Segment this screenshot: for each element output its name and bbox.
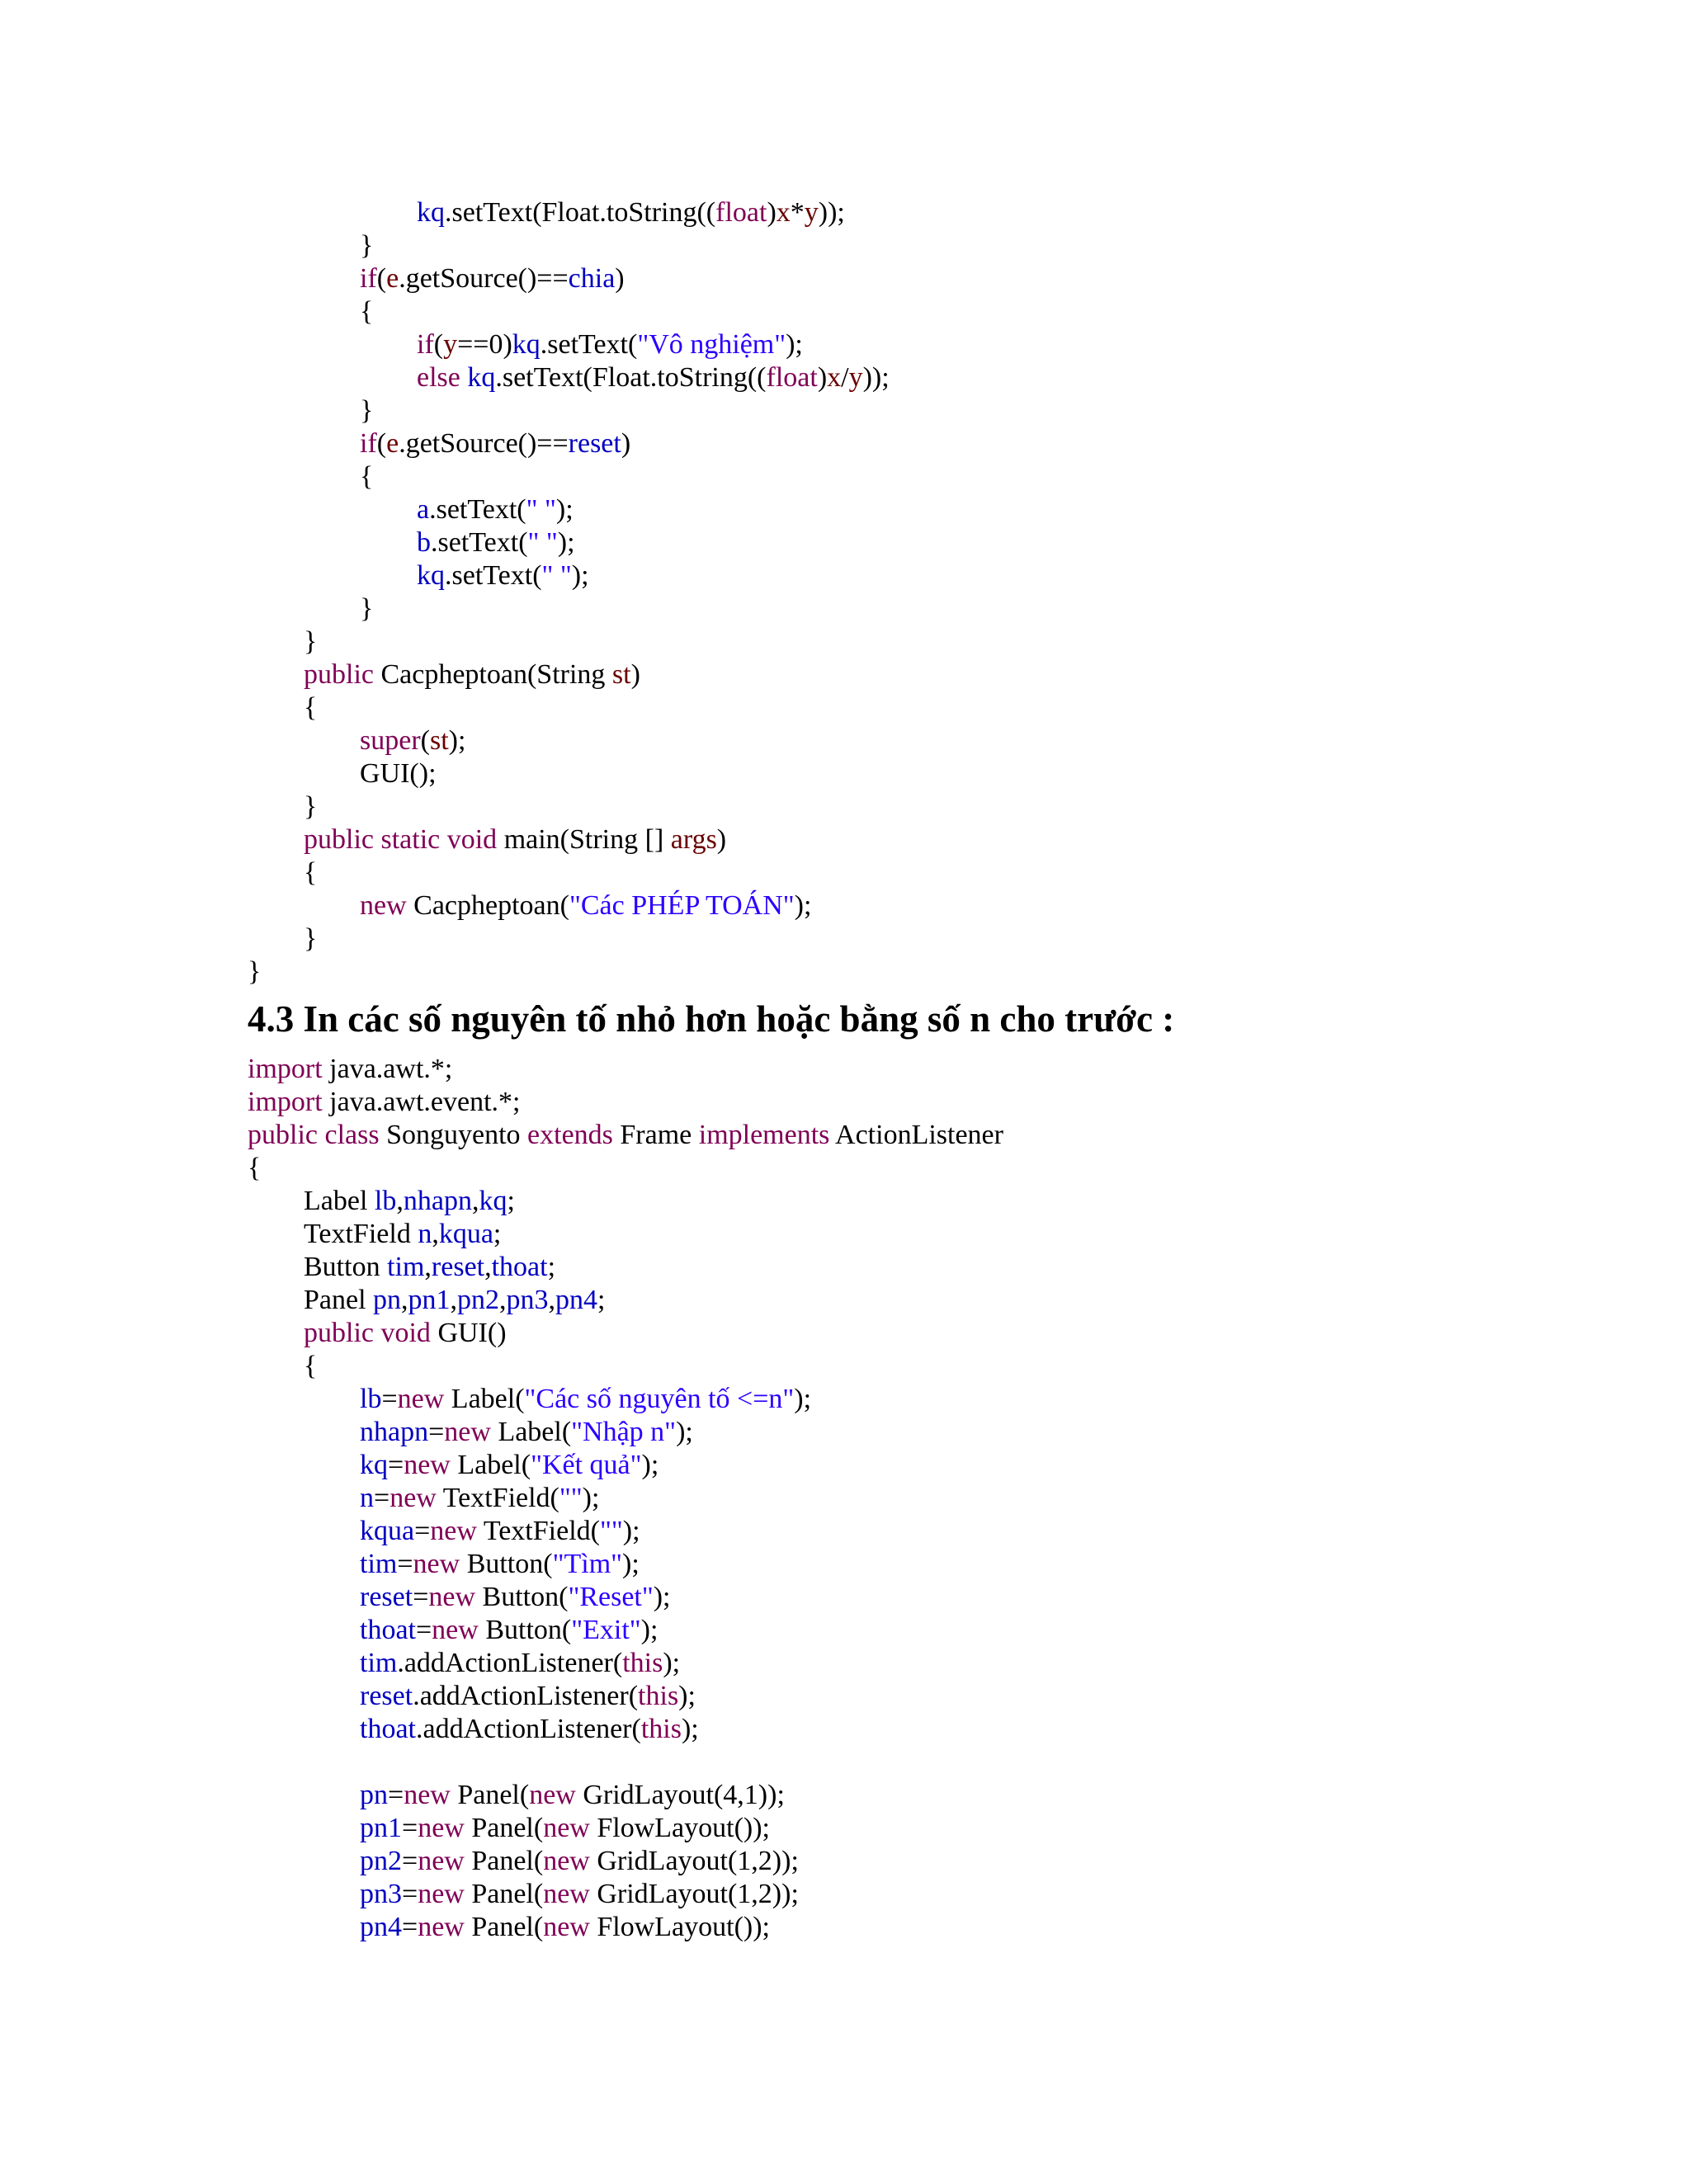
code-text: ) bbox=[767, 197, 777, 228]
code-line bbox=[360, 889, 811, 922]
code-string: " " bbox=[527, 527, 558, 558]
code-text: ); bbox=[557, 527, 575, 558]
code-text: Panel( bbox=[464, 1846, 544, 1876]
code-keyword: new bbox=[543, 1846, 590, 1876]
code-keyword: new bbox=[404, 1780, 451, 1810]
code-text: FlowLayout()); bbox=[589, 1813, 770, 1843]
code-text: = bbox=[402, 1813, 418, 1843]
code-keyword: new bbox=[404, 1450, 451, 1480]
code-keyword: import bbox=[248, 1054, 323, 1084]
code-string: "Nhập n" bbox=[571, 1417, 677, 1447]
code-keyword: new bbox=[418, 1846, 465, 1876]
code-keyword: public static void bbox=[304, 824, 498, 855]
code-text: } bbox=[360, 395, 374, 426]
code-string: "Tìm" bbox=[552, 1549, 623, 1579]
code-text: ; bbox=[597, 1285, 606, 1315]
code-keyword: new bbox=[389, 1483, 437, 1513]
code-text: , bbox=[424, 1252, 432, 1282]
code-text: { bbox=[248, 1153, 262, 1183]
code-text: / bbox=[841, 362, 849, 393]
code-text: = bbox=[414, 1516, 431, 1546]
code-text: ); bbox=[663, 1648, 681, 1678]
code-line bbox=[248, 1152, 261, 1185]
code-text: ); bbox=[794, 1384, 812, 1414]
code-field: a bbox=[417, 494, 430, 525]
code-text: { bbox=[304, 857, 318, 888]
code-text: ); bbox=[571, 560, 589, 591]
code-text: .setText(Float.toString(( bbox=[495, 362, 767, 393]
code-text: GUI(); bbox=[360, 758, 437, 789]
code-text: } bbox=[360, 593, 374, 624]
code-local: e bbox=[386, 263, 399, 294]
code-text: ); bbox=[794, 890, 812, 921]
code-text: = bbox=[381, 1384, 398, 1414]
code-field: pn bbox=[373, 1285, 402, 1315]
code-line bbox=[417, 559, 589, 592]
code-text: = bbox=[402, 1912, 418, 1942]
code-text: )); bbox=[818, 197, 845, 228]
code-text: * bbox=[790, 197, 805, 228]
code-text: ==0) bbox=[457, 329, 512, 360]
code-line bbox=[417, 196, 845, 229]
code-text: TextField( bbox=[436, 1483, 559, 1513]
code-keyword: super bbox=[360, 725, 421, 756]
code-keyword: new bbox=[444, 1417, 491, 1447]
code-string: "Kết quả" bbox=[531, 1450, 642, 1480]
code-text: ( bbox=[376, 263, 387, 294]
code-keyword: extends bbox=[527, 1120, 613, 1150]
code-line bbox=[360, 1449, 659, 1482]
code-field: lb bbox=[374, 1186, 397, 1216]
code-text: Panel( bbox=[464, 1879, 544, 1909]
code-text: main(String [] bbox=[497, 824, 671, 855]
code-text: Button( bbox=[460, 1549, 553, 1579]
code-keyword: new bbox=[543, 1912, 590, 1942]
code-field: n bbox=[360, 1483, 374, 1513]
code-text: ) bbox=[621, 428, 631, 459]
code-text: ); bbox=[681, 1714, 699, 1744]
code-text: GridLayout(1,2)); bbox=[589, 1879, 799, 1909]
code-keyword: new bbox=[529, 1780, 576, 1810]
code-field: kq bbox=[467, 362, 496, 393]
code-string: "Exit" bbox=[571, 1615, 641, 1645]
code-text: .getSource()== bbox=[399, 263, 569, 294]
code-text: } bbox=[304, 791, 318, 822]
code-field: kq bbox=[479, 1186, 507, 1216]
code-keyword: implements bbox=[698, 1120, 830, 1150]
code-text: Panel bbox=[304, 1285, 374, 1315]
code-text: , bbox=[484, 1252, 492, 1282]
code-field: kqua bbox=[438, 1219, 493, 1249]
code-field: reset bbox=[360, 1681, 413, 1711]
code-keyword: new bbox=[397, 1384, 445, 1414]
code-text: , bbox=[499, 1285, 507, 1315]
code-field: nhapn bbox=[360, 1417, 429, 1447]
code-text: .setText( bbox=[540, 329, 638, 360]
section-heading: 4.3 In các số nguyên tố nhỏ hơn hoặc bằng số n cho trước : bbox=[248, 998, 1175, 1040]
code-text: } bbox=[304, 626, 318, 657]
code-text: .addActionListener( bbox=[413, 1681, 639, 1711]
code-field: kqua bbox=[360, 1516, 415, 1546]
code-text: .addActionListener( bbox=[397, 1648, 623, 1678]
code-keyword: this bbox=[638, 1681, 679, 1711]
code-keyword: new bbox=[432, 1615, 479, 1645]
code-text: ); bbox=[640, 1615, 659, 1645]
code-line bbox=[360, 1812, 770, 1845]
code-text: ) bbox=[716, 824, 727, 855]
code-local: st bbox=[611, 659, 631, 690]
code-field: pn1 bbox=[408, 1285, 451, 1315]
code-field: pn bbox=[360, 1780, 388, 1810]
code-field: pn3 bbox=[506, 1285, 549, 1315]
code-text: ActionListener bbox=[829, 1120, 1003, 1150]
code-line bbox=[304, 691, 317, 724]
code-keyword: new bbox=[430, 1516, 477, 1546]
code-keyword: if bbox=[417, 329, 434, 360]
code-keyword: this bbox=[622, 1648, 663, 1678]
code-text: ); bbox=[678, 1681, 696, 1711]
code-line bbox=[248, 1119, 1003, 1152]
code-local: y bbox=[804, 197, 819, 228]
code-line bbox=[248, 955, 261, 988]
code-keyword: float bbox=[766, 362, 818, 393]
code-string: " " bbox=[541, 560, 572, 591]
code-field: pn1 bbox=[360, 1813, 402, 1843]
code-line bbox=[304, 856, 317, 889]
code-line bbox=[248, 1086, 520, 1119]
code-text: { bbox=[304, 692, 318, 723]
code-line bbox=[304, 1317, 507, 1350]
code-field: reset bbox=[360, 1582, 413, 1612]
code-keyword: new bbox=[418, 1879, 465, 1909]
code-line bbox=[304, 1218, 501, 1251]
code-text: java.awt.*; bbox=[322, 1054, 453, 1084]
code-keyword: new bbox=[543, 1813, 590, 1843]
code-line bbox=[304, 823, 726, 856]
code-field: thoat bbox=[491, 1252, 548, 1282]
code-text: ( bbox=[376, 428, 387, 459]
code-text: Cacpheptoan( bbox=[406, 890, 569, 921]
code-text: , bbox=[432, 1219, 439, 1249]
code-field: thoat bbox=[360, 1714, 416, 1744]
code-text: Panel( bbox=[464, 1912, 544, 1942]
code-keyword: new bbox=[418, 1813, 465, 1843]
code-string: "Các số nguyên tố <=n" bbox=[524, 1384, 795, 1414]
code-keyword: new bbox=[543, 1879, 590, 1909]
code-text: .setText( bbox=[431, 527, 528, 558]
code-line bbox=[360, 1482, 599, 1515]
code-field: reset bbox=[431, 1252, 485, 1282]
code-text: ); bbox=[555, 494, 574, 525]
code-field: reset bbox=[568, 428, 621, 459]
code-text: Label( bbox=[444, 1384, 525, 1414]
code-line bbox=[360, 724, 465, 757]
code-text: ); bbox=[622, 1516, 640, 1546]
code-field: pn3 bbox=[360, 1879, 402, 1909]
code-line bbox=[360, 262, 625, 295]
code-text: ); bbox=[641, 1450, 659, 1480]
code-line bbox=[360, 229, 373, 262]
code-line bbox=[417, 526, 575, 559]
code-line bbox=[360, 1581, 671, 1614]
code-text: , bbox=[471, 1186, 479, 1216]
code-local: args bbox=[670, 824, 717, 855]
code-field: pn4 bbox=[555, 1285, 598, 1315]
code-line bbox=[304, 1350, 317, 1383]
code-line bbox=[360, 1779, 785, 1812]
code-line bbox=[304, 790, 317, 823]
code-text: = bbox=[388, 1450, 404, 1480]
code-text: , bbox=[450, 1285, 458, 1315]
code-text: = bbox=[402, 1846, 418, 1876]
code-line bbox=[360, 592, 373, 625]
code-keyword: import bbox=[248, 1087, 323, 1117]
code-field: tim bbox=[360, 1549, 398, 1579]
code-string: "Reset" bbox=[568, 1582, 654, 1612]
code-line bbox=[360, 1548, 640, 1581]
code-text: .setText( bbox=[445, 560, 542, 591]
code-line bbox=[360, 1614, 658, 1647]
code-text: ); bbox=[622, 1549, 640, 1579]
code-string: "" bbox=[599, 1516, 623, 1546]
code-text: } bbox=[304, 923, 318, 954]
code-field: kq bbox=[417, 197, 445, 228]
code-line bbox=[360, 1680, 696, 1713]
code-keyword: public void bbox=[304, 1318, 431, 1348]
code-string: "Các PHÉP TOÁN" bbox=[569, 890, 795, 921]
code-line bbox=[360, 460, 373, 493]
code-local: x bbox=[827, 362, 842, 393]
code-keyword: if bbox=[360, 263, 377, 294]
code-text: = bbox=[388, 1780, 404, 1810]
code-text: .setText(Float.toString(( bbox=[445, 197, 716, 228]
code-text: = bbox=[374, 1483, 390, 1513]
code-text: Panel( bbox=[450, 1780, 530, 1810]
code-text: Panel( bbox=[464, 1813, 544, 1843]
code-local: st bbox=[429, 725, 449, 756]
code-line bbox=[360, 1383, 811, 1416]
code-line bbox=[360, 427, 630, 460]
code-text: .setText( bbox=[429, 494, 526, 525]
code-text: GridLayout(4,1)); bbox=[575, 1780, 785, 1810]
code-text: Button bbox=[304, 1252, 388, 1282]
code-text: } bbox=[360, 230, 374, 261]
code-field: chia bbox=[568, 263, 616, 294]
code-field: kq bbox=[417, 560, 445, 591]
code-line bbox=[304, 625, 317, 658]
code-text: = bbox=[397, 1549, 413, 1579]
code-line bbox=[417, 493, 574, 526]
code-field: pn2 bbox=[360, 1846, 402, 1876]
code-field: pn4 bbox=[360, 1912, 402, 1942]
code-text: ); bbox=[786, 329, 803, 360]
code-text: )); bbox=[862, 362, 890, 393]
code-field: tim bbox=[360, 1648, 398, 1678]
code-field: b bbox=[417, 527, 431, 558]
code-text: TextField bbox=[304, 1219, 418, 1249]
code-string: "" bbox=[559, 1483, 583, 1513]
code-keyword: if bbox=[360, 428, 377, 459]
code-text: { bbox=[360, 296, 374, 327]
code-text: Cacpheptoan(String bbox=[373, 659, 612, 690]
code-text: , bbox=[401, 1285, 408, 1315]
code-text: ; bbox=[493, 1219, 502, 1249]
code-text: TextField( bbox=[476, 1516, 600, 1546]
code-keyword: new bbox=[418, 1912, 465, 1942]
code-text: = bbox=[413, 1582, 429, 1612]
code-text: ); bbox=[448, 725, 466, 756]
code-text: { bbox=[304, 1351, 318, 1381]
code-text: ; bbox=[507, 1186, 515, 1216]
code-text: , bbox=[548, 1285, 556, 1315]
code-text: { bbox=[360, 461, 374, 492]
code-text: ); bbox=[653, 1582, 671, 1612]
code-keyword: this bbox=[640, 1714, 682, 1744]
code-field: lb bbox=[360, 1384, 382, 1414]
code-line bbox=[360, 1911, 770, 1944]
code-line bbox=[417, 361, 890, 394]
code-line bbox=[360, 1515, 640, 1548]
code-field: kq bbox=[512, 329, 541, 360]
code-text: .addActionListener( bbox=[415, 1714, 641, 1744]
code-field: pn2 bbox=[457, 1285, 500, 1315]
code-keyword: new bbox=[413, 1549, 460, 1579]
code-line bbox=[360, 1878, 799, 1911]
code-line bbox=[360, 1647, 680, 1680]
code-keyword: else bbox=[417, 362, 460, 393]
code-line bbox=[360, 1845, 799, 1878]
code-text: ) bbox=[817, 362, 828, 393]
code-text: Label bbox=[304, 1186, 375, 1216]
code-text: ) bbox=[615, 263, 625, 294]
code-text: ( bbox=[420, 725, 430, 756]
code-line bbox=[360, 295, 373, 328]
code-field: nhapn bbox=[403, 1186, 472, 1216]
code-local: x bbox=[776, 197, 791, 228]
code-keyword: new bbox=[428, 1582, 476, 1612]
code-line bbox=[304, 1185, 515, 1218]
code-text: Label( bbox=[490, 1417, 572, 1447]
code-text: Label( bbox=[450, 1450, 531, 1480]
code-local: y bbox=[848, 362, 863, 393]
code-text: ; bbox=[547, 1252, 556, 1282]
code-string: " " bbox=[526, 494, 556, 525]
code-text: ) bbox=[630, 659, 640, 690]
code-text: ); bbox=[676, 1417, 693, 1447]
code-keyword: public class bbox=[248, 1120, 380, 1150]
code-field: thoat bbox=[360, 1615, 416, 1645]
code-line bbox=[248, 1053, 452, 1086]
code-keyword: public bbox=[304, 659, 374, 690]
code-text: ( bbox=[433, 329, 444, 360]
code-line bbox=[304, 658, 640, 691]
code-text: } bbox=[248, 956, 262, 987]
code-text: = bbox=[402, 1879, 418, 1909]
code-keyword: float bbox=[715, 197, 767, 228]
code-text: Songuyento bbox=[379, 1120, 528, 1150]
code-text: Button( bbox=[478, 1615, 572, 1645]
code-field: kq bbox=[360, 1450, 388, 1480]
code-text: FlowLayout()); bbox=[589, 1912, 770, 1942]
code-field: tim bbox=[387, 1252, 425, 1282]
code-line bbox=[304, 1251, 555, 1284]
code-local: e bbox=[386, 428, 399, 459]
code-string: "Vô nghiệm" bbox=[637, 329, 786, 360]
code-line bbox=[360, 1713, 699, 1746]
code-line bbox=[304, 922, 317, 955]
code-line bbox=[360, 394, 373, 427]
code-line bbox=[417, 328, 803, 361]
code-text: java.awt.event.*; bbox=[322, 1087, 521, 1117]
code-field: n bbox=[418, 1219, 432, 1249]
code-local: y bbox=[443, 329, 458, 360]
code-text: GUI() bbox=[430, 1318, 507, 1348]
code-text: , bbox=[396, 1186, 404, 1216]
code-line bbox=[360, 1416, 693, 1449]
code-line bbox=[304, 1284, 606, 1317]
code-text: Button( bbox=[475, 1582, 569, 1612]
code-text: = bbox=[415, 1615, 432, 1645]
code-text: ); bbox=[582, 1483, 600, 1513]
code-text: Frame bbox=[612, 1120, 699, 1150]
code-text: .getSource()== bbox=[399, 428, 569, 459]
code-text: = bbox=[428, 1417, 445, 1447]
code-keyword: new bbox=[360, 890, 407, 921]
code-text: GridLayout(1,2)); bbox=[589, 1846, 799, 1876]
code-line bbox=[360, 757, 437, 790]
